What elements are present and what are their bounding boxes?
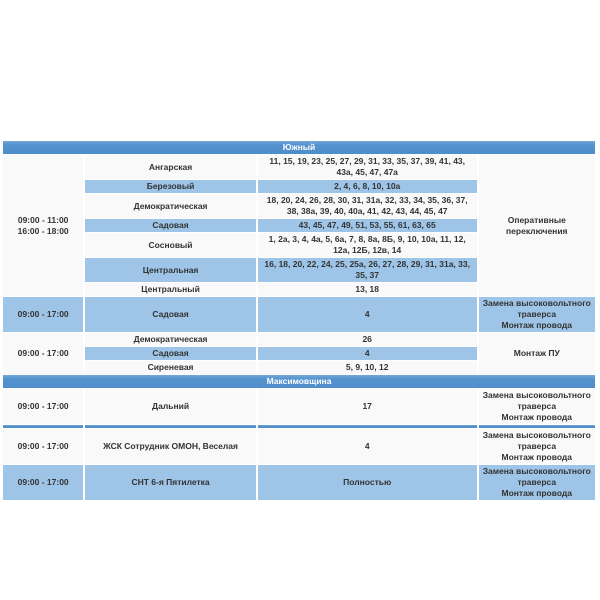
section-divider bbox=[3, 425, 595, 428]
work-description-line2: Монтаж провода bbox=[501, 452, 573, 462]
time-range-2: 16:00 - 18:00 bbox=[17, 225, 69, 236]
houses-cell: 18, 20, 24, 26, 28, 30, 31, 31а, 32, 33, 34, 35, 36, 37, 38, 38а, 39, 40, 40а, 41, 42, 43, 44, 45, 47 bbox=[258, 194, 477, 218]
street-cell: Сосновый bbox=[85, 233, 256, 257]
houses-cell: 17 bbox=[258, 389, 477, 424]
outage-schedule-table bbox=[1, 140, 597, 501]
street-cell: Садовая bbox=[85, 219, 256, 232]
houses-cell: 26 bbox=[258, 333, 477, 346]
houses-cell: 4 bbox=[258, 297, 477, 332]
houses-cell: 5, 9, 10, 12 bbox=[258, 361, 477, 374]
section-header-south: Южный bbox=[3, 141, 595, 154]
street-cell: Ангарская bbox=[85, 155, 256, 179]
work-cell bbox=[479, 465, 595, 500]
street-cell: Демократическая bbox=[85, 194, 256, 218]
work-description-line1: Замена высоковольтного траверса bbox=[482, 298, 591, 319]
work-description-line1: Замена высоковольтного траверса bbox=[482, 466, 591, 487]
houses-cell: 1, 2а, 3, 4, 4а, 5, 6а, 7, 8, 8а, 8Б, 9, 10, 10а, 11, 12, 12а, 12Б, 12в, 14 bbox=[258, 233, 477, 257]
houses-cell: 2, 4, 6, 8, 10, 10а bbox=[258, 180, 477, 193]
houses-cell: 4 bbox=[258, 429, 477, 464]
street-cell: Садовая bbox=[85, 297, 256, 332]
houses-cell: 43, 45, 47, 49, 51, 53, 55, 61, 63, 65 bbox=[258, 219, 477, 232]
work-cell: Монтаж ПУ bbox=[479, 333, 595, 374]
houses-cell: 13, 18 bbox=[258, 283, 477, 296]
time-range-1: 09:00 - 11:00 bbox=[17, 214, 69, 225]
work-description-line1: Замена высоковольтного траверса bbox=[482, 430, 591, 451]
work-description-line2: Монтаж провода bbox=[501, 412, 573, 422]
street-cell: Березовый bbox=[85, 180, 256, 193]
street-cell: Центральный bbox=[85, 283, 256, 296]
work-cell bbox=[479, 297, 595, 332]
street-cell: Садовая bbox=[85, 347, 256, 360]
work-description: Оперативные переключения bbox=[506, 214, 568, 236]
time-cell: 09:00 - 17:00 bbox=[3, 297, 83, 332]
work-description-line2: Монтаж провода bbox=[501, 320, 573, 330]
houses-cell: 16, 18, 20, 22, 24, 25, 25а, 26, 27, 28, 29, 31, 31а, 33, 35, 37 bbox=[258, 258, 477, 282]
street-cell: Дальний bbox=[85, 389, 256, 424]
time-cell: 09:00 - 17:00 bbox=[3, 333, 83, 374]
time-cell bbox=[3, 155, 83, 296]
work-description-line2: Монтаж провода bbox=[501, 488, 573, 498]
work-description-line1: Замена высоковольтного траверса bbox=[482, 390, 591, 411]
houses-cell: 11, 15, 19, 23, 25, 27, 29, 31, 33, 35, 37, 39, 41, 43, 43а, 45, 47, 47а bbox=[258, 155, 477, 179]
work-cell bbox=[479, 389, 595, 424]
houses-cell: 4 bbox=[258, 347, 477, 360]
street-cell: Центральная bbox=[85, 258, 256, 282]
street-cell: ЖСК Сотрудник ОМОН, Веселая bbox=[85, 429, 256, 464]
street-cell: Сиреневая bbox=[85, 361, 256, 374]
houses-cell: Полностью bbox=[258, 465, 477, 500]
work-cell bbox=[479, 429, 595, 464]
time-cell: 09:00 - 17:00 bbox=[3, 465, 83, 500]
street-cell: СНТ 6-я Пятилетка bbox=[85, 465, 256, 500]
street-cell: Демократическая bbox=[85, 333, 256, 346]
section-header-maksimovshchina: Максимовщина bbox=[3, 375, 595, 388]
time-cell: 09:00 - 17:00 bbox=[3, 389, 83, 424]
time-cell: 09:00 - 17:00 bbox=[3, 429, 83, 464]
work-cell bbox=[479, 155, 595, 296]
